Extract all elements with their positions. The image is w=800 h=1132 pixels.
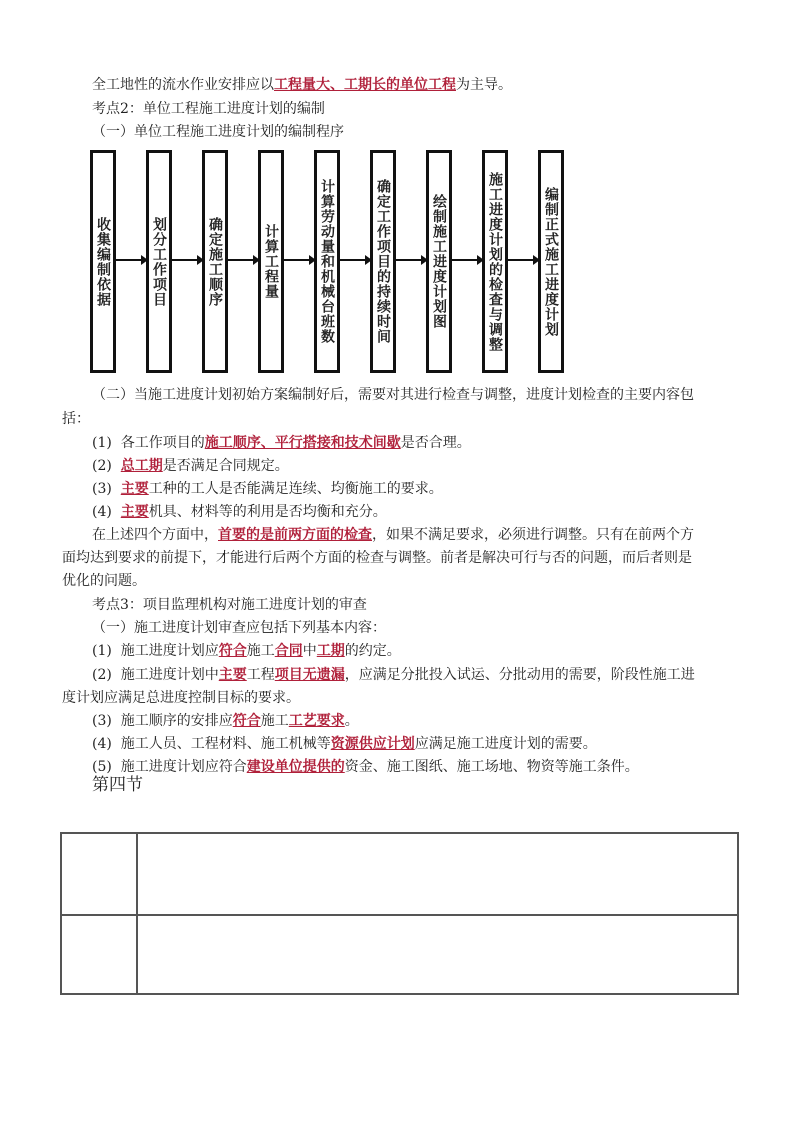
arrow-icon xyxy=(508,259,538,261)
item-number: (1) xyxy=(92,643,112,659)
text: 的约定。 xyxy=(344,643,401,659)
intro-paragraph xyxy=(92,74,512,96)
item-number: (4) xyxy=(92,736,112,752)
highlight-text: 符合 xyxy=(218,643,247,659)
highlight-text: 主要 xyxy=(120,481,149,497)
text: 施工 xyxy=(260,713,289,729)
empty-table xyxy=(60,832,739,995)
text: 资金、施工图纸、施工场地、物资等施工条件。 xyxy=(344,759,639,775)
list-item xyxy=(92,640,401,662)
arrow-icon xyxy=(116,259,146,261)
highlight-text: 建设单位提供的 xyxy=(246,759,345,775)
flow-step-label: 施工进度计划的检查与调整 xyxy=(487,171,503,352)
highlight-text: 合同 xyxy=(274,643,303,659)
text: 施工顺序的安排应 xyxy=(120,713,233,729)
flow-step xyxy=(90,150,116,373)
text: 是否合理。 xyxy=(400,435,471,451)
subheading-review: （一）施工进度计划审查应包括下列基本内容： xyxy=(92,620,386,636)
text: 中 xyxy=(302,643,317,659)
flow-step-label: 编制正式施工进度计划 xyxy=(543,186,559,337)
highlight-text: 项目无遗漏 xyxy=(274,667,345,683)
text: 施工进度计划应 xyxy=(120,643,219,659)
text: 施工进度计划中 xyxy=(120,667,219,683)
list-item xyxy=(92,664,695,686)
list-item xyxy=(92,710,359,732)
text: ，如果不满足要求，必须进行调整。只有在前两个方 xyxy=(372,527,694,543)
arrow-icon xyxy=(452,259,482,261)
list-item xyxy=(92,733,597,755)
flow-step-label: 计算工程量 xyxy=(263,224,279,299)
highlight-text: 首要的是前两方面的检查 xyxy=(218,527,372,543)
list-item-cont: 度计划应满足总进度控制目标的要求。 xyxy=(62,690,300,706)
flow-step xyxy=(426,150,452,373)
arrow-icon xyxy=(284,259,314,261)
heading-kaodian-2: 考点2：单位工程施工进度计划的编制 xyxy=(92,101,325,117)
highlight-text: 主要 xyxy=(218,667,247,683)
summary-paragraph-cont: 优化的问题。 xyxy=(62,573,146,589)
highlight-text: 符合 xyxy=(232,713,261,729)
flow-step-label: 收集编制依据 xyxy=(95,216,111,307)
flow-step-label: 计算劳动量和机械台班数 xyxy=(319,179,335,344)
highlight-text: 总工期 xyxy=(120,458,163,474)
text: 在上述四个方面中， xyxy=(92,527,218,543)
list-item xyxy=(92,478,443,500)
text: ，应满足分批投入试运、分批动用的需要，阶段性施工进 xyxy=(344,667,695,683)
item-number: (5) xyxy=(92,759,112,775)
flow-step xyxy=(146,150,172,373)
text: 施工进度计划应符合 xyxy=(120,759,247,775)
flow-step xyxy=(538,150,564,373)
flow-step xyxy=(482,150,508,373)
flow-step xyxy=(202,150,228,373)
flow-step-label: 确定施工顺序 xyxy=(207,216,223,307)
flow-step xyxy=(314,150,340,373)
list-item xyxy=(92,455,289,477)
arrow-icon xyxy=(396,259,426,261)
item-number: (2) xyxy=(92,667,112,683)
list-item xyxy=(92,432,471,454)
text: 是否满足合同规定。 xyxy=(162,458,289,474)
text: 为主导。 xyxy=(456,77,512,93)
item-number: (3) xyxy=(92,481,112,497)
highlight-text: 工程量大、工期长的单位工程 xyxy=(274,77,456,93)
check-intro: （二）当施工进度计划初始方案编制好后，需要对其进行检查与调整，进度计划检查的主要内容包 xyxy=(92,387,694,403)
arrow-icon xyxy=(228,259,258,261)
flow-step xyxy=(258,150,284,373)
text: 施工人员、工程材料、施工机械等 xyxy=(120,736,331,752)
highlight-text: 资源供应计划 xyxy=(330,736,415,752)
highlight-text: 主要 xyxy=(120,504,149,520)
summary-paragraph-cont: 面均达到要求的前提下，才能进行后两个方面的检查与调整。前者是解决可行与否的问题，而后者则是 xyxy=(62,550,692,566)
highlight-text: 工艺要求 xyxy=(288,713,345,729)
text: 工程 xyxy=(246,667,275,683)
list-item xyxy=(92,756,639,778)
item-number: (3) xyxy=(92,713,112,729)
item-number: (4) xyxy=(92,504,112,520)
item-number: (2) xyxy=(92,458,112,474)
arrow-icon xyxy=(340,259,370,261)
flow-step-label: 确定工作项目的持续时间 xyxy=(375,179,391,344)
text: 机具、材料等的利用是否均衡和充分。 xyxy=(148,504,387,520)
flow-step-label: 绘制施工进度计划图 xyxy=(431,194,447,329)
text: 。 xyxy=(344,713,359,729)
text: 工种的工人是否能满足连续、均衡施工的要求。 xyxy=(148,481,443,497)
heading-kaodian-3: 考点3：项目监理机构对施工进度计划的审查 xyxy=(92,597,367,613)
flow-step xyxy=(370,150,396,373)
check-intro-cont: 括： xyxy=(62,411,90,427)
subheading-procedure: （一）单位工程施工进度计划的编制程序 xyxy=(92,124,344,140)
text: 各工作项目的 xyxy=(120,435,205,451)
highlight-text: 工期 xyxy=(316,643,345,659)
table-divider xyxy=(62,914,737,916)
arrow-icon xyxy=(172,259,202,261)
flow-step-label: 划分工作项目 xyxy=(151,216,167,307)
section-heading: 第四节 xyxy=(92,775,143,795)
text: 施工 xyxy=(246,643,275,659)
item-number: (1) xyxy=(92,435,112,451)
text: 全工地性的流水作业安排应以 xyxy=(92,77,274,93)
text: 应满足施工进度计划的需要。 xyxy=(414,736,597,752)
summary-paragraph xyxy=(92,524,694,546)
list-item xyxy=(92,501,387,523)
highlight-text: 施工顺序、平行搭接和技术间歇 xyxy=(204,435,401,451)
